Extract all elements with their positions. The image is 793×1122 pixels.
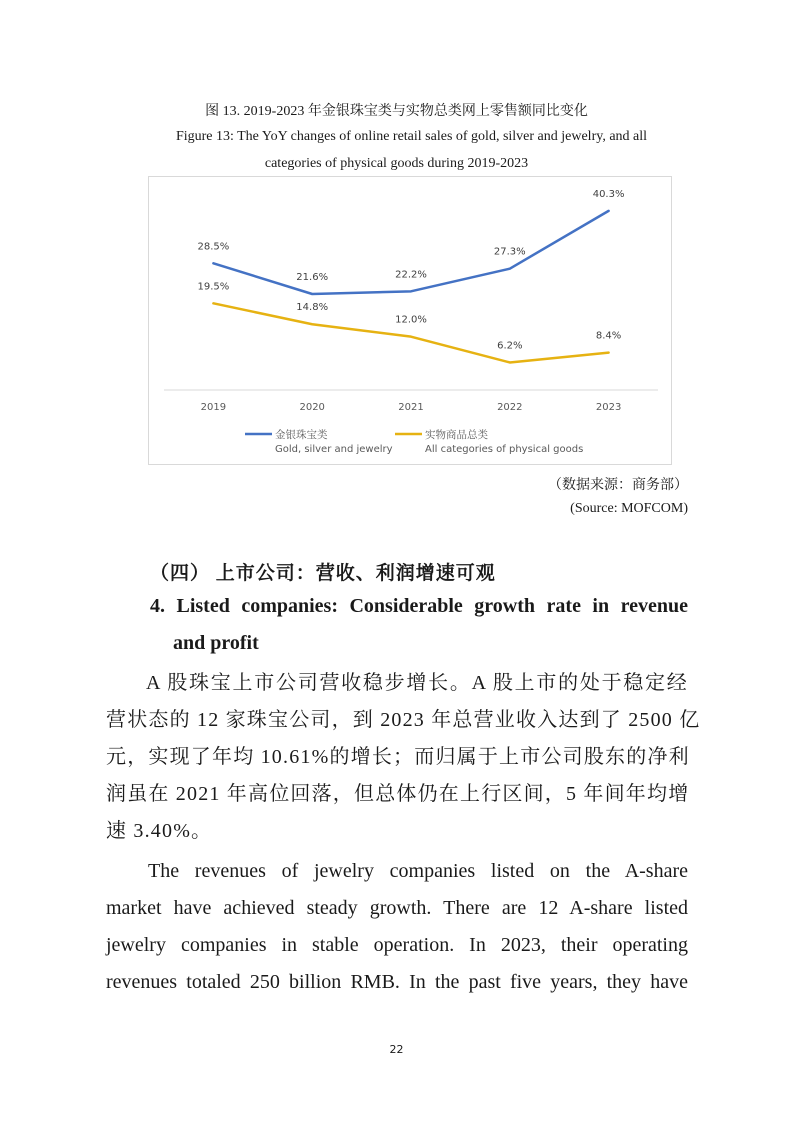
data-label: 12.0% [395, 314, 427, 326]
legend-label: All categories of physical goods [425, 444, 584, 455]
body-cn-line: 营状态的 12 家珠宝公司，到 2023 年总营业收入达到了 2500 亿 [106, 709, 701, 731]
body-cn-line: A 股珠宝上市公司营收稳步增长。A 股上市的处于稳定经 [146, 672, 688, 694]
figure-caption-en-line1: Figure 13: The YoY changes of online retail sales of gold, silver and jewelry, and all [175, 129, 648, 144]
x-tick-label: 2022 [497, 402, 523, 413]
data-label: 8.4% [595, 330, 622, 342]
body-cn-line: 元，实现了年均 10.61%的增长；而归属于上市公司股东的净利 [106, 746, 690, 768]
x-tick-label: 2020 [299, 402, 325, 413]
body-en-line: The revenues of jewelry companies listed on the A-share [148, 860, 688, 882]
data-point [509, 268, 511, 270]
data-label: 28.5% [197, 241, 230, 253]
section-heading-cn: （四） 上市公司：营收、利润增速可观 [150, 563, 496, 584]
data-label: 21.6% [296, 272, 329, 283]
data-point [608, 210, 610, 212]
series-line-1 [213, 303, 608, 362]
legend-label: Gold, silver and jewelry [275, 444, 393, 455]
x-tick-label: 2019 [200, 402, 227, 413]
section-heading-en-line2: and profit [173, 632, 259, 654]
chart-canvas [149, 177, 673, 466]
figure-caption-cn: 图 13. 2019-2023 年金银珠宝类与实物总类网上零售额同比变化 [205, 104, 588, 119]
data-point [311, 323, 313, 325]
series-line-0 [213, 211, 608, 294]
data-point [213, 263, 215, 265]
source-note-en: (Source: MOFCOM) [570, 501, 688, 516]
body-en-line: jewelry companies in stable operation. In 2023, their operating [106, 934, 688, 956]
body-cn-line: 润虽在 2021 年高位回落，但总体仍在上行区间，5 年间年均增 [106, 783, 690, 805]
legend-label: 金银珠宝类 [275, 429, 328, 441]
body-paragraph-en [106, 853, 688, 1001]
body-en-line: market have achieved steady growth. There are 12 A-share listed [106, 897, 688, 919]
data-point [509, 362, 511, 364]
x-tick-label: 2021 [398, 402, 424, 413]
body-cn-line: 速 3.40%。 [106, 820, 213, 842]
page-number: 22 [389, 1043, 404, 1056]
data-label: 22.2% [395, 269, 427, 281]
data-point [311, 293, 313, 295]
figure-caption-en-line2: categories of physical goods during 2019-2023 [264, 156, 529, 171]
data-label: 27.3% [493, 246, 526, 258]
section-heading-en-line1: 4. Listed companies: Considerable growth rate in revenue [150, 595, 688, 617]
data-label: 14.8% [296, 302, 329, 314]
data-point [410, 291, 412, 293]
body-paragraph-cn [106, 665, 701, 850]
x-tick-label: 2023 [595, 402, 622, 413]
data-label: 19.5% [197, 281, 230, 293]
data-point [213, 303, 215, 305]
data-label: 40.3% [592, 188, 625, 200]
data-point [410, 336, 412, 338]
data-point [608, 352, 610, 354]
data-label: 6.2% [497, 340, 523, 352]
legend-label: 实物商品总类 [425, 429, 488, 441]
line-chart [148, 176, 672, 465]
source-note-cn: （数据来源：商务部） [548, 478, 688, 493]
body-en-line: revenues totaled 250 billion RMB. In the past five years, they have [106, 971, 688, 993]
